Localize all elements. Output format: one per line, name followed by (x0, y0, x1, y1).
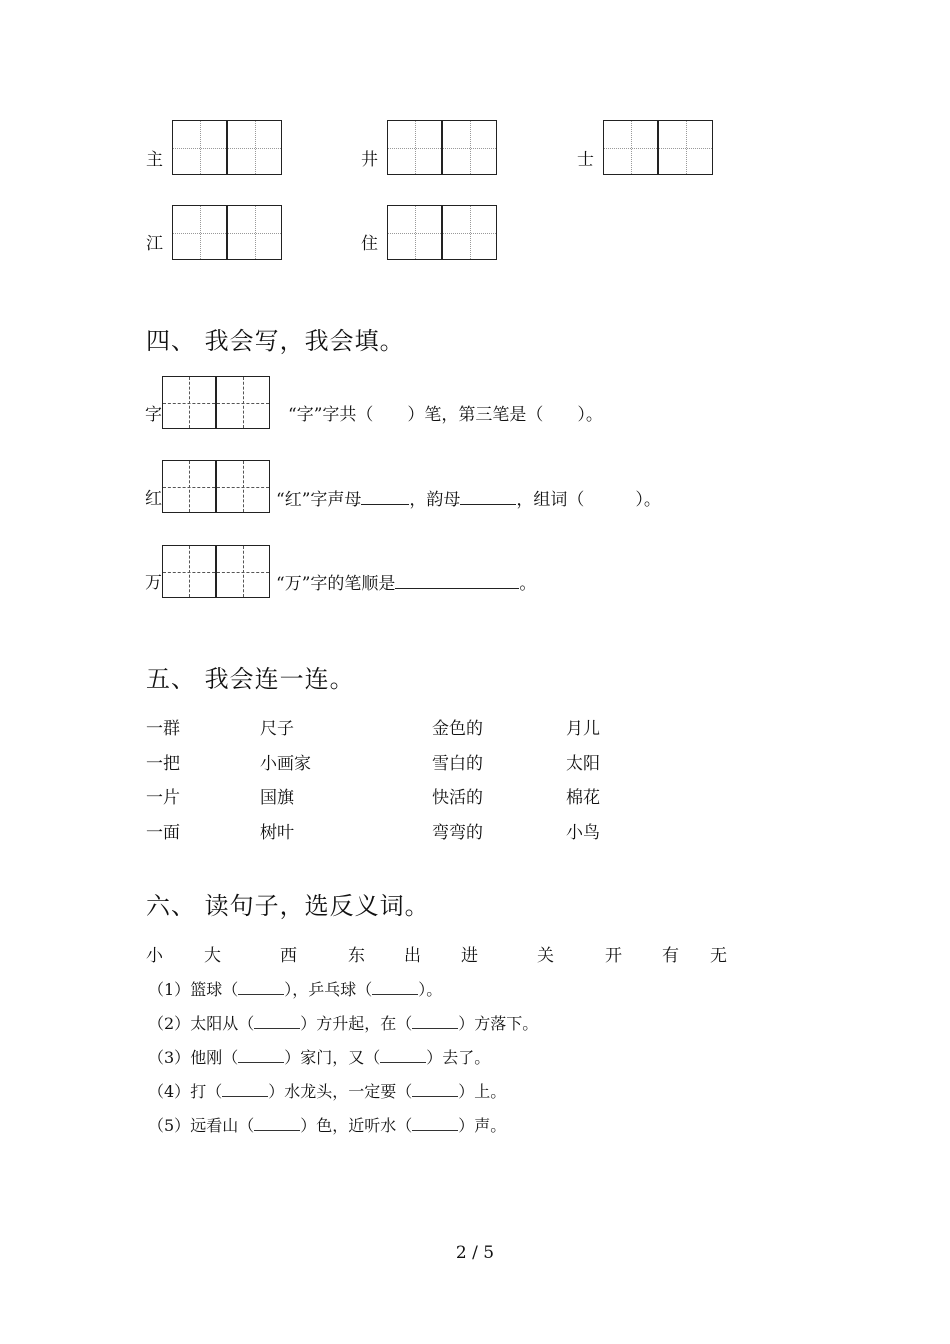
match-word[interactable]: 金色的 (432, 719, 483, 739)
sentence-text: ）声。 (458, 1116, 507, 1135)
match-word[interactable]: 一片 (146, 788, 180, 808)
answer-blank[interactable] (238, 980, 284, 995)
sentence-item (148, 1115, 506, 1137)
answer-blank[interactable] (372, 980, 418, 995)
tianzige-box[interactable] (172, 205, 227, 260)
page-number: 2 / 5 (455, 1243, 495, 1263)
match-word[interactable]: 弯弯的 (432, 823, 483, 843)
word-bank-item: 出 (404, 946, 421, 966)
question-text: “字”字共（ ）笔，第三笔是（ ）。 (288, 405, 603, 425)
match-word[interactable]: 树叶 (260, 823, 294, 843)
tianzige-box[interactable] (227, 120, 282, 175)
match-word[interactable]: 棉花 (566, 788, 600, 808)
sentence-item (148, 1013, 538, 1035)
sentence-text: ）色，近听水（ (300, 1116, 413, 1135)
item-char-label: 红 (145, 489, 162, 509)
question-line (276, 488, 661, 511)
item-char-label: 万 (145, 573, 162, 593)
word-bank-item: 无 (710, 946, 727, 966)
answer-blank[interactable] (238, 1048, 284, 1063)
word-bank-item: 关 (537, 946, 554, 966)
word-bank-item: 小 (146, 946, 163, 966)
sentence-text: ）。 (418, 980, 443, 999)
sentence-text: ）上。 (458, 1082, 507, 1101)
word-bank-item: 大 (204, 946, 221, 966)
sentence-text: 篮球（ (190, 980, 239, 999)
answer-blank[interactable] (395, 572, 519, 589)
tianzige-box[interactable] (216, 460, 270, 513)
sentence-text: ），乒乓球（ (284, 980, 373, 999)
question-text: ，韵母 (409, 490, 461, 510)
tianzige-box[interactable] (603, 120, 658, 175)
tianzige-box[interactable] (442, 120, 497, 175)
sentence-number: （2） (148, 1014, 191, 1033)
sentence-text: ）家门，又（ (284, 1048, 381, 1067)
match-word[interactable]: 小画家 (260, 754, 311, 774)
question-text: ，组词（ ）。 (516, 490, 661, 510)
word-bank-item: 进 (461, 946, 478, 966)
match-word[interactable]: 小鸟 (566, 823, 600, 843)
sentence-item (148, 979, 442, 1001)
match-word[interactable]: 一群 (146, 719, 180, 739)
sentence-text: ）去了。 (426, 1048, 491, 1067)
question-line (276, 572, 536, 595)
grid-char-label: 主 (146, 150, 163, 170)
tianzige-box[interactable] (387, 205, 442, 260)
answer-blank[interactable] (460, 488, 516, 505)
tianzige-box[interactable] (387, 120, 442, 175)
sentence-text: ）方升起，在（ (300, 1014, 413, 1033)
answer-blank[interactable] (254, 1116, 300, 1131)
match-word[interactable]: 一把 (146, 754, 180, 774)
answer-blank[interactable] (361, 488, 409, 505)
sentence-number: （3） (148, 1048, 191, 1067)
section-six-heading: 六、 读句子，选反义词。 (146, 892, 430, 920)
answer-blank[interactable] (412, 1082, 458, 1097)
question-text: “万”字的笔顺是 (276, 574, 396, 594)
match-word[interactable]: 一面 (146, 823, 180, 843)
word-bank-item: 东 (348, 946, 365, 966)
sentence-text: 打（ (190, 1082, 223, 1101)
section-five-heading: 五、 我会连一连。 (146, 665, 355, 693)
sentence-text: ）方落下。 (458, 1014, 539, 1033)
tianzige-box[interactable] (658, 120, 713, 175)
grid-char-label: 士 (577, 150, 594, 170)
tianzige-box[interactable] (162, 545, 216, 598)
sentence-number: （1） (148, 980, 191, 999)
answer-blank[interactable] (380, 1048, 426, 1063)
sentence-number: （5） (148, 1116, 191, 1135)
question-text: 。 (519, 574, 537, 594)
tianzige-box[interactable] (227, 205, 282, 260)
sentence-text: ）水龙头，一定要（ (268, 1082, 413, 1101)
answer-blank[interactable] (412, 1116, 458, 1131)
item-char-label: 字 (145, 405, 162, 425)
word-bank-item: 西 (280, 946, 297, 966)
match-word[interactable]: 快活的 (432, 788, 483, 808)
question-text: “红”字声母 (276, 490, 362, 510)
match-word[interactable]: 月儿 (566, 719, 600, 739)
grid-char-label: 住 (361, 234, 378, 254)
sentence-text: 远看山（ (190, 1116, 255, 1135)
match-word[interactable]: 太阳 (566, 754, 600, 774)
word-bank-item: 开 (605, 946, 622, 966)
grid-char-label: 井 (361, 150, 378, 170)
tianzige-box[interactable] (442, 205, 497, 260)
answer-blank[interactable] (222, 1082, 268, 1097)
match-word[interactable]: 雪白的 (432, 754, 483, 774)
sentence-text: 他刚（ (190, 1048, 239, 1067)
answer-blank[interactable] (254, 1014, 300, 1029)
tianzige-box[interactable] (162, 376, 216, 429)
sentence-item (148, 1047, 490, 1069)
sentence-number: （4） (148, 1082, 191, 1101)
match-word[interactable]: 国旗 (260, 788, 294, 808)
sentence-item (148, 1081, 506, 1103)
tianzige-box[interactable] (172, 120, 227, 175)
match-word[interactable]: 尺子 (260, 719, 294, 739)
sentence-text: 太阳从（ (190, 1014, 255, 1033)
answer-blank[interactable] (412, 1014, 458, 1029)
grid-char-label: 江 (146, 234, 163, 254)
word-bank-item: 有 (662, 946, 679, 966)
tianzige-box[interactable] (162, 460, 216, 513)
section-four-heading: 四、 我会写，我会填。 (146, 327, 405, 355)
tianzige-box[interactable] (216, 545, 270, 598)
tianzige-box[interactable] (216, 376, 270, 429)
